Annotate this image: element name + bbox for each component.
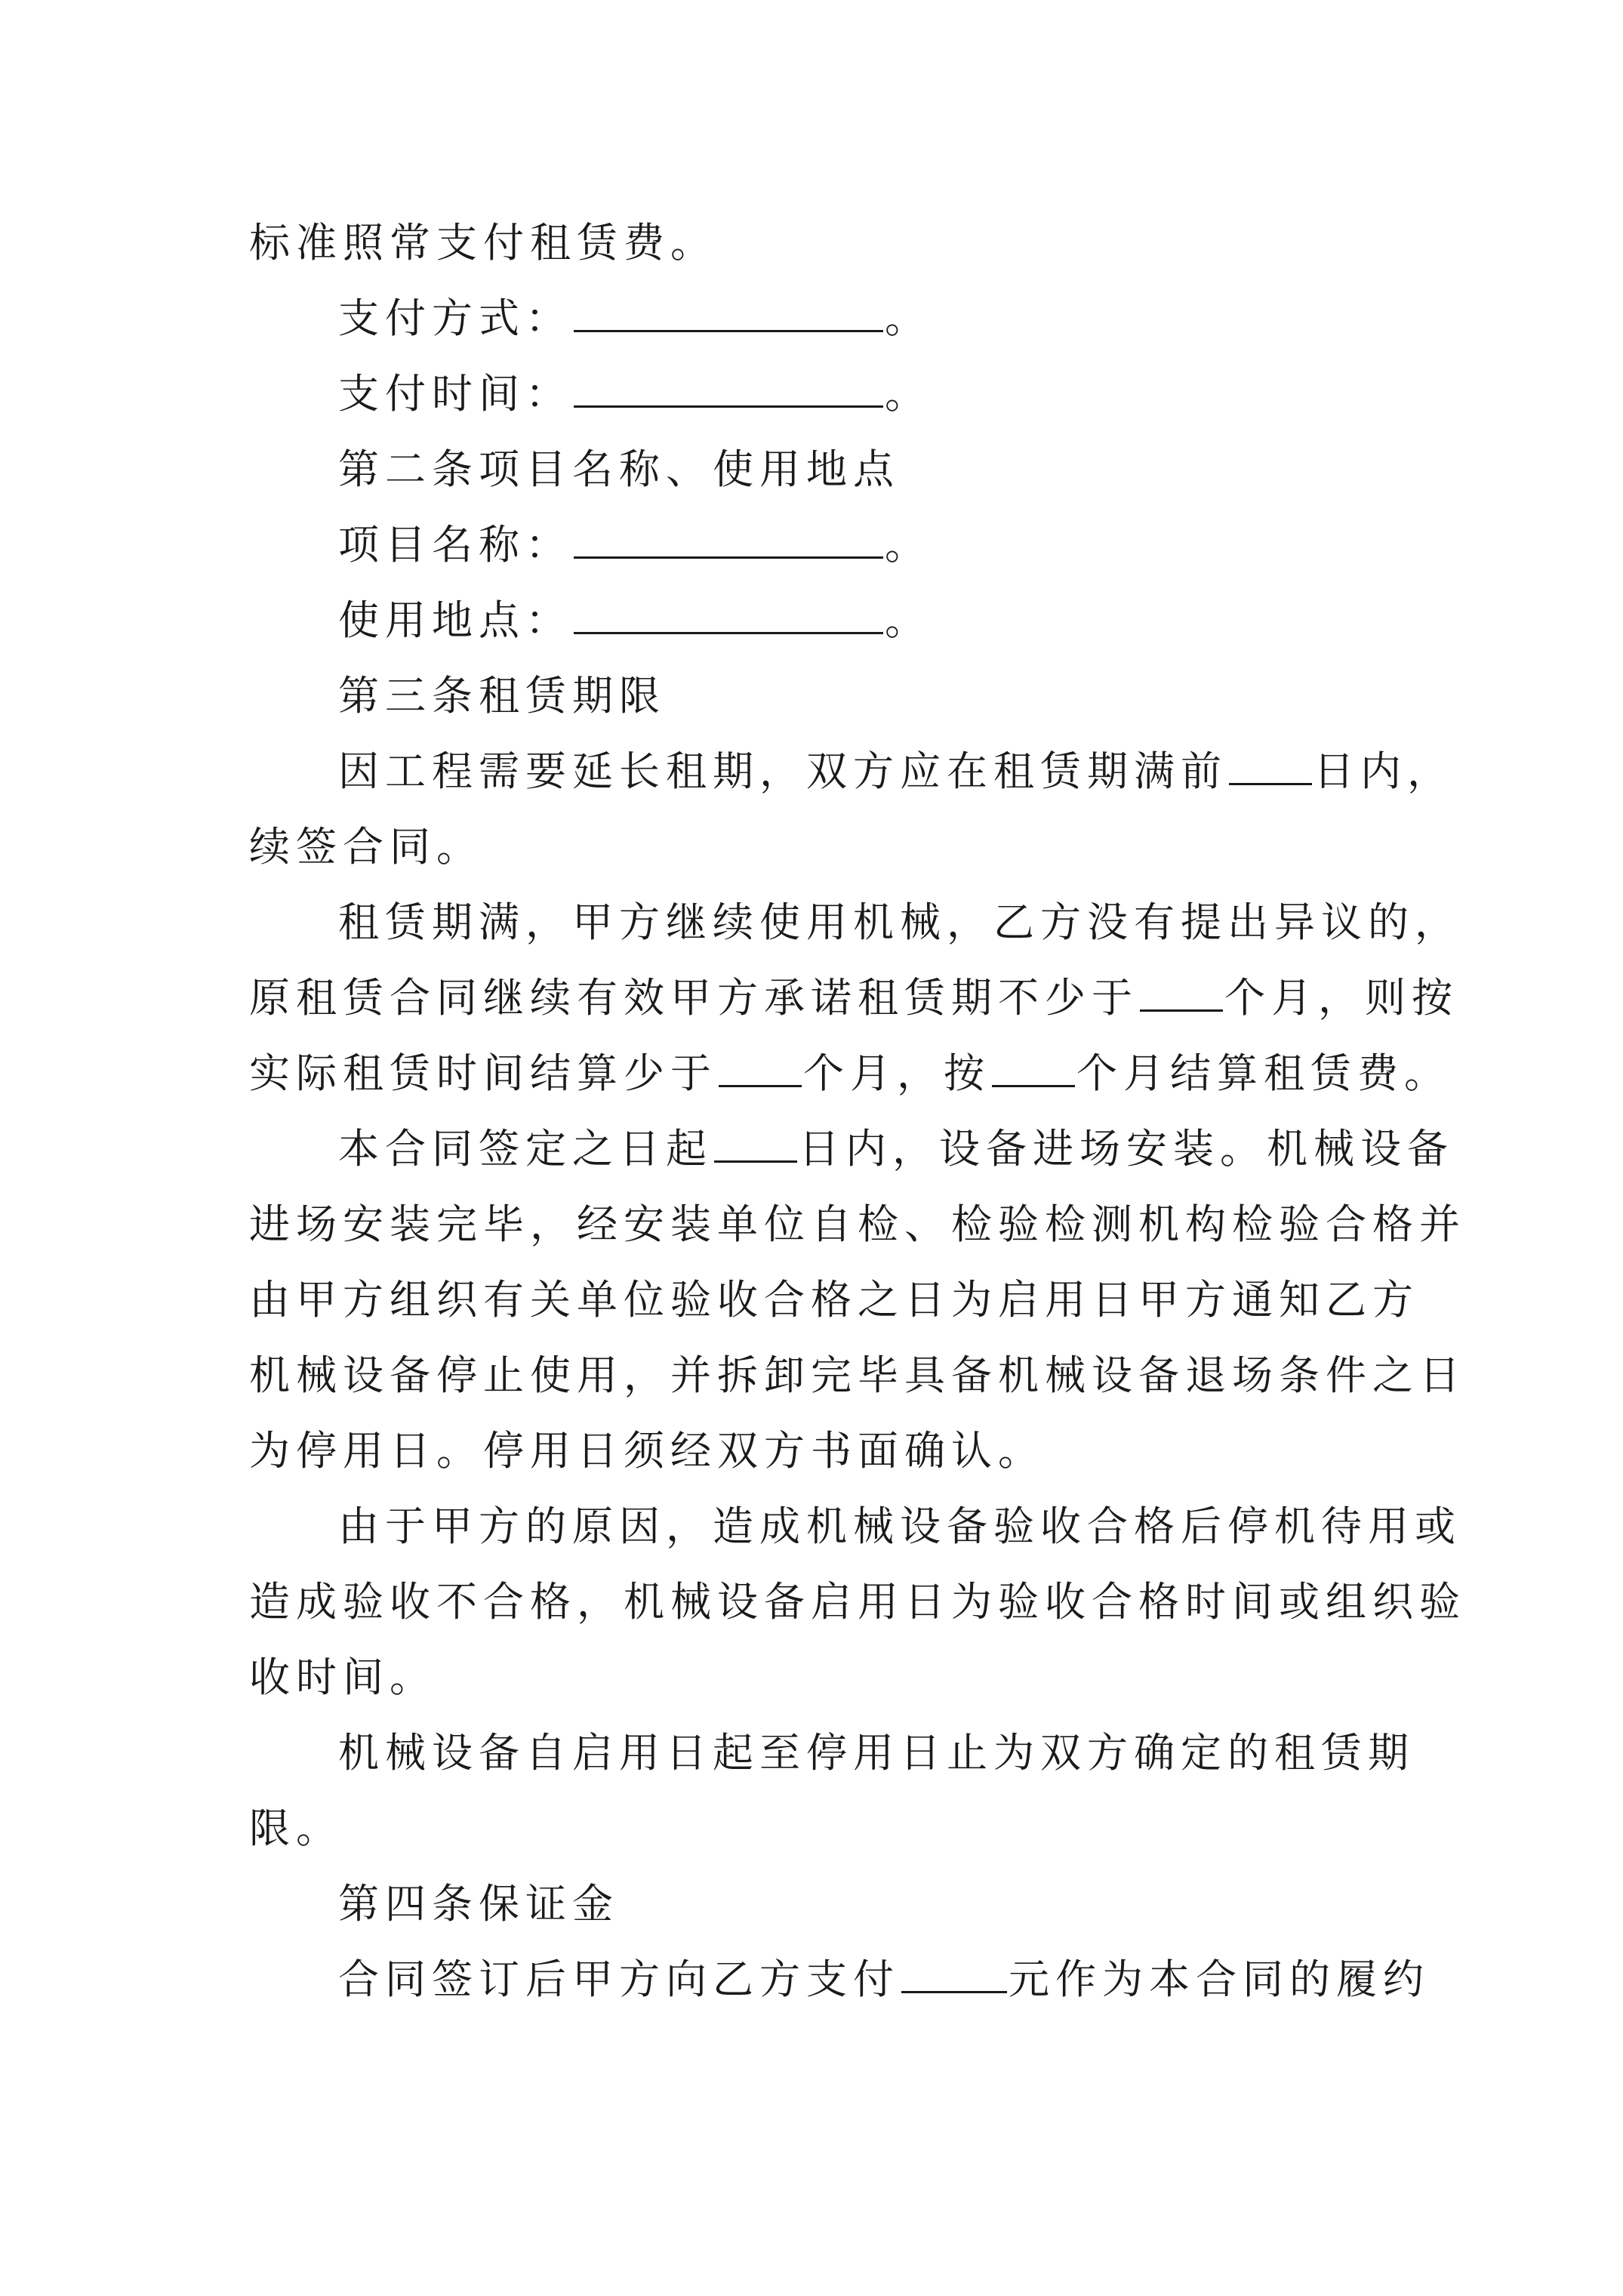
text-line [249,1564,1466,1640]
text: 合同签订后甲方向乙方支付 [338,1955,900,2003]
amount-blank[interactable] [901,1944,1007,1993]
text: 实际租赁时间结算少于 [249,1049,717,1097]
text-line [249,1413,1381,1489]
text-line [249,885,1461,960]
text: 由甲方组织有关单位验收合格之日为启用日甲方通知乙方 [249,1276,1419,1324]
days-blank[interactable] [714,1114,797,1163]
payment-time-blank[interactable] [574,359,883,408]
text: 进场安装完毕，经安装单位自检、检验检测机构检验合格并 [249,1200,1466,1248]
text: 限。 [249,1804,343,1852]
text: 第四条保证金 [338,1880,619,1928]
text: 租赁期满，甲方继续使用机械，乙方没有提出异议的， [338,898,1461,946]
label: 使用地点： [338,596,572,644]
text-line [249,1036,1451,1111]
days-blank[interactable] [1229,736,1312,785]
text: 因工程需要延长租期，双方应在租赁期满前 [338,747,1227,795]
payment-time-line [249,356,1381,432]
months-blank[interactable] [992,1038,1075,1087]
period: 。 [885,521,932,569]
period: 。 [885,370,932,418]
months-blank[interactable] [1140,963,1223,1012]
text-line [249,809,1381,885]
text-line [249,1262,1419,1338]
text: 机械设备自启用日起至停用日止为双方确定的租赁期 [338,1729,1415,1777]
document-body [249,205,1466,2017]
payment-method-blank[interactable] [574,283,883,332]
text-line [249,1791,1381,1866]
section-heading [249,432,1381,507]
text: 为停用日。停用日须经双方书面确认。 [249,1427,1045,1475]
text: 个月，按 [803,1049,990,1097]
text-line [249,1338,1466,1413]
text: 造成验收不合格，机械设备启用日为验收合格时间或组织验 [249,1578,1466,1626]
text: 机械设备停止使用，并拆卸完毕具备机械设备退场条件之日 [249,1351,1466,1399]
text-line [249,1640,1381,1715]
label: 支付方式： [338,294,572,342]
text: 个月结算租赁费。 [1076,1049,1451,1097]
text: 个月，则按 [1224,974,1458,1022]
text-line [249,1111,1454,1187]
project-name-blank[interactable] [574,510,883,559]
label: 支付时间： [338,370,572,418]
months-blank[interactable] [719,1038,802,1087]
text: 第二条项目名称、使用地点 [338,445,900,493]
text: 第三条租赁期限 [338,672,666,720]
text: 日内，设备进场安装。机械设备 [799,1125,1454,1173]
text: 续签合同。 [249,823,483,871]
section-heading [249,658,1381,734]
text: 由于甲方的原因，造成机械设备验收合格后停机待用或 [338,1502,1461,1550]
text: 日内， [1313,747,1454,795]
payment-method-line [249,281,1381,356]
section-heading [249,1866,1381,1942]
text-line [249,1489,1461,1564]
period: 。 [885,596,932,644]
text-line [249,205,1381,281]
text: 本合同签定之日起 [338,1125,713,1173]
text-line [249,1715,1415,1791]
location-line [249,583,1381,658]
label: 项目名称： [338,521,572,569]
period: 。 [885,294,932,342]
project-name-line [249,507,1381,583]
text-line [249,960,1458,1036]
location-blank[interactable] [574,585,883,634]
text: 标准照常支付租赁费。 [249,219,717,267]
text-line [249,1942,1430,2017]
text-line [249,1187,1466,1262]
text: 元作为本合同的履约 [1009,1955,1430,2003]
text: 原租赁合同继续有效甲方承诺租赁期不少于 [249,974,1138,1022]
text: 收时间。 [249,1653,436,1701]
text-line [249,734,1454,809]
